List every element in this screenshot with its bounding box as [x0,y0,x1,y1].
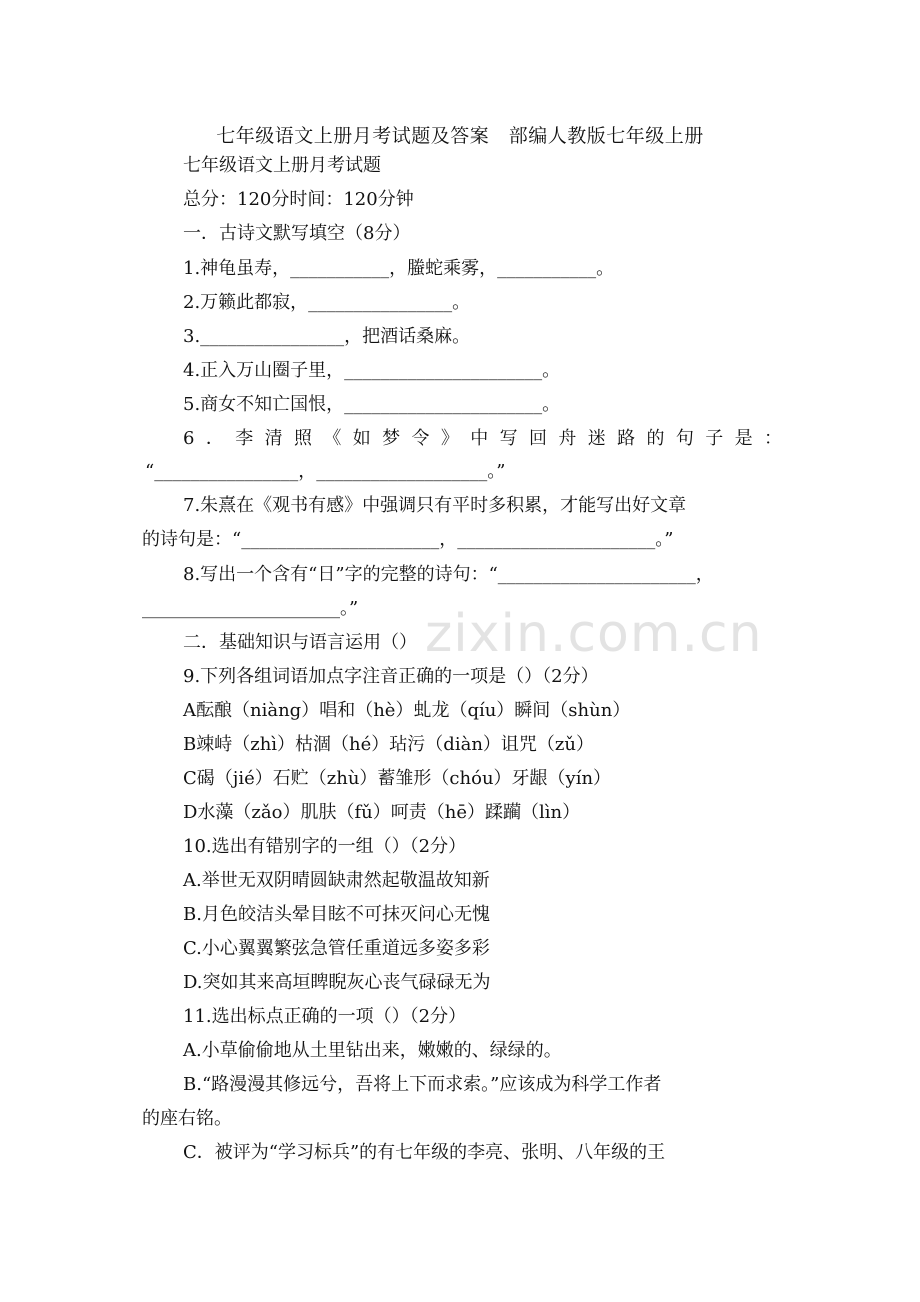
question-10-option-a: A.举世无双阴晴圆缺肃然起敬温故知新 [183,870,490,891]
question-11-option-b-continued: 的座右铭。 [142,1108,232,1129]
question-11-option-b: B.“路漫漫其修远兮，吾将上下而求索。”应该成为科学工作者 [183,1074,662,1095]
question-9-option-d: D水藻（zǎo）肌肤（fǔ）呵责（hē）蹂躏（lìn） [183,802,581,823]
section-heading-2: 二．基础知识与语言运用（） [183,632,417,653]
question-10: 10.选出有错别字的一组（）（2分） [183,836,467,857]
question-6: 6．李清照《如梦令》中写回舟迷路的句子是： [183,428,782,449]
document-title: 七年级语文上册月考试题及答案 部编人教版七年级上册 [216,125,704,147]
question-10-option-d: D.突如其来高垣睥睨灰心丧气碌碌无为 [183,972,491,993]
question-11: 11.选出标点正确的一项（）（2分） [183,1006,467,1027]
question-7-continued: 的诗句是：“______________________，______________________。” [142,529,674,550]
question-1: 1.神龟虽寿，___________，螣蛇乘雾，___________。 [183,258,615,279]
question-6-blanks: “________________，___________________。” [145,461,506,482]
question-4: 4.正入万山圈子里，______________________。 [183,360,561,381]
question-3: 3.________________，把酒话桑麻。 [183,326,471,347]
exam-score-time: 总分：120分时间：120分钟 [183,189,414,210]
question-9-option-c: C碣（jié）石贮（zhù）蓄雏形（chóu）牙龈（yín） [183,768,612,789]
question-9-option-a: A酝酿（niàng）唱和（hè）虬龙（qíu）瞬间（shùn） [183,700,631,721]
question-11-option-a: A.小草偷偷地从土里钻出来，嫩嫩的、绿绿的。 [183,1040,562,1061]
exam-subtitle: 七年级语文上册月考试题 [183,155,381,176]
question-2: 2.万籁此都寂，________________。 [183,292,471,313]
question-9: 9.下列各组词语加点字注音正确的一项是（）（2分） [183,666,599,687]
question-7: 7.朱熹在《观书有感》中强调只有平时多积累，才能写出好文章 [183,495,687,516]
question-8: 8.写出一个含有“日”字的完整的诗句：“______________________， [183,564,714,585]
section-heading-1: 一．古诗文默写填空（8分） [183,223,411,244]
question-11-option-c: C．被评为“学习标兵”的有七年级的李亮、张明、八年级的王 [183,1142,666,1163]
watermark: zixin.com.cn [425,604,763,664]
question-8-continued: ______________________。” [142,598,359,619]
question-10-option-b: B.月色皎洁头晕目眩不可抹灭问心无愧 [183,904,490,925]
question-5: 5.商女不知亡国恨，______________________。 [183,394,561,415]
question-10-option-c: C.小心翼翼繁弦急管任重道远多姿多彩 [183,938,490,959]
question-9-option-b: B竦峙（zhì）枯涸（hé）玷污（diàn）诅咒（zǔ） [183,734,594,755]
